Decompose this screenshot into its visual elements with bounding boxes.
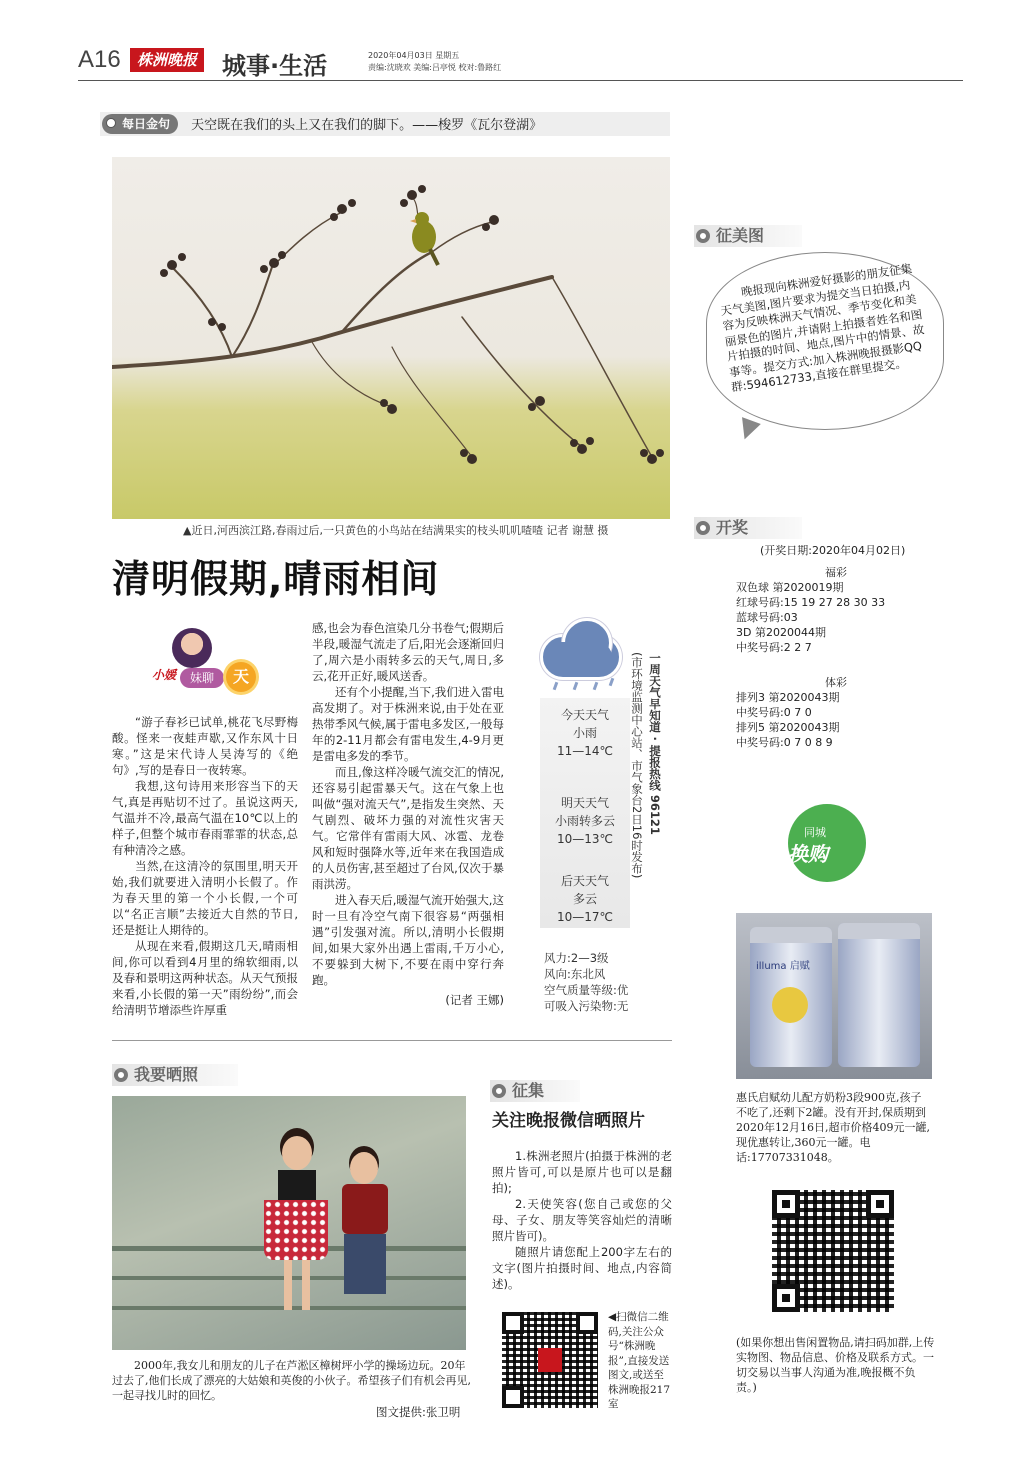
daily-quote-text: 天空既在我们的头上又在我们的脚下。——梭罗《瓦尔登湖》 bbox=[191, 118, 543, 133]
lottery-bar bbox=[694, 517, 802, 539]
paragraph: 当然,在这清冷的氛围里,明天开始,我们就要进入清明小长假了。作为春天里的第一个小长假,一个可以“名正言顺”去接近大自然的节日,还是挺让人期待的。 bbox=[112, 859, 298, 937]
lottery-label: 开奖 bbox=[694, 517, 802, 539]
formula-can-right bbox=[838, 923, 920, 1067]
header-rule bbox=[78, 80, 963, 81]
swap-note: (如果你想出售闲置物品,请扫码加群,上传实物图、物品信息、价格及联系方式。一切交易以当事人沟通为准,晚报概不负责。) bbox=[736, 1336, 935, 1394]
zhengmeitu-bar bbox=[694, 225, 802, 247]
swap-badge-top: 同城 bbox=[804, 826, 826, 839]
article-col-1 bbox=[112, 714, 298, 1018]
swap-qr-code[interactable] bbox=[772, 1190, 894, 1312]
weather-details: 风力:2—3级 风向:东北风 空气质量等级:优 可吸入污染物:无 bbox=[544, 951, 629, 1013]
badge-label: 妹聊 bbox=[180, 668, 224, 688]
swap-badge bbox=[782, 804, 878, 884]
columnist-badge bbox=[150, 628, 262, 698]
badge-lead: 小媛 bbox=[152, 668, 177, 682]
list-item: 2.天使笑容(您自己或您的父母、子女、朋友等笑容灿烂的清晰照片皆可)。 bbox=[492, 1197, 672, 1243]
zhengji-label: 征集 bbox=[490, 1080, 580, 1102]
formula-brand: illuma 启赋 bbox=[756, 961, 810, 972]
zhengmeitu-text: 晚报现向株洲爱好摄影的朋友征集天气美图,图片要求为提交当日拍摄,内容为反映株洲天气情况、季节变化和美丽景色的图片,并请附上拍摄者姓名和图片拍摄的时间、地点,图片中的情景、故事等。提交方式:加入株洲晚报摄影QQ群:594612733,直接在群里提交。 bbox=[719, 261, 926, 395]
girl-figure bbox=[264, 1136, 328, 1316]
daily-quote-tag: 每日金句 bbox=[102, 114, 178, 134]
lottery-date: (开奖日期:2020年04月02日) bbox=[760, 544, 906, 557]
rain-cloud-icon bbox=[532, 612, 632, 692]
article-headline: 清明假期,晴雨相间 bbox=[112, 557, 440, 601]
photo-caption: ▲近日,河西滨江路,春雨过后,一只黄色的小鸟站在结满果实的枝头叽叽喳喳 记者 谢慧 摄 bbox=[183, 524, 609, 537]
article-col-2 bbox=[312, 620, 504, 1008]
lottery-welfare: 福彩 双色球 第2020019期 红球号码:15 19 27 28 30 33 蓝球号码:03 3D 第2020044期 中奖号码:2 2 7 bbox=[736, 566, 886, 654]
section-title: 城事·生活 bbox=[222, 52, 328, 80]
weather-panel bbox=[518, 612, 646, 1032]
avatar bbox=[172, 628, 212, 668]
formula-photo bbox=[736, 913, 932, 1079]
weather-today: 今天天气 小雨 11—14℃ bbox=[556, 708, 613, 758]
badge-sun-icon: 天 bbox=[226, 662, 256, 692]
paragraph: 从现在来看,假期这几天,晴雨相间,你可以看到4月里的绵软细雨,以及春和景明这两种状态。从天气预报来看,小长假的第一天”雨纷纷”,而会给清明节增添些许厚重 bbox=[112, 939, 298, 1017]
section-divider bbox=[112, 1040, 672, 1041]
shaizhao-bar bbox=[112, 1064, 238, 1086]
daily-quote-bar bbox=[100, 112, 670, 136]
swap-badge-main: 换购 bbox=[788, 842, 828, 866]
paragraph: 而且,像这样冷暖气流交汇的情况,还容易引起雷暴天气。这在气象上也叫做“强对流天气”,是指发生突然、天气剧烈、破坏力强的对流性灾害天气。它常伴有雷雨大风、冰雹、龙卷风和短时强降水等,近年来在我国造成的人员伤害,甚至超过了台风,仅次于暴雨洪涝。 bbox=[312, 765, 504, 891]
zhengji-bar bbox=[490, 1080, 580, 1102]
article-author: (记者 王娜) bbox=[445, 993, 504, 1007]
kids-photo-credit: 图文提供:张卫明 bbox=[376, 1405, 461, 1419]
paragraph: 感,也会为春色渲染几分书卷气;假期后半段,暖湿气流走了后,阳光会逐渐回归了,周六是小雨转多云的天气,周日,多云,花开正好,暖风送香。 bbox=[312, 621, 504, 683]
bird-photo bbox=[112, 157, 670, 519]
weather-tomorrow: 明天天气 小雨转多云 10—13℃ bbox=[554, 796, 615, 846]
lottery-sports: 体彩 排列3 第2020043期 中奖号码:0 7 0 排列5 第2020043期 中奖号码:0 7 0 8 9 bbox=[736, 676, 847, 749]
paragraph: 进入春天后,暖湿气流开始强大,这时一旦有冷空气南下很容易“两强相遇”引发强对流。所以,清明小长假期间,如果大家外出遇上雷雨,千万小心,不要躲到大树下,不要在雨中穿行奔跑。 bbox=[312, 893, 504, 987]
issue-date: 2020年04月03日 星期五 bbox=[368, 51, 460, 60]
wechat-qr-code[interactable] bbox=[502, 1312, 598, 1408]
zhengji-items bbox=[492, 1148, 672, 1292]
qr-hint: ◀扫微信二维码,关注公众号“株洲晚报”,直接发送图文,或送至株洲晚报217室 bbox=[608, 1311, 671, 1410]
zhengmeitu-bubble bbox=[706, 252, 950, 432]
brand-logo: 株洲晚报 bbox=[130, 48, 204, 72]
weather-vertical-source: (市环境监测中心站、市气象台2日16时发布) bbox=[630, 652, 644, 879]
kids-photo bbox=[112, 1096, 466, 1350]
kids-photo-caption: 2000年,我女儿和朋友的儿子在芦淞区樟树坪小学的操场边玩。20年过去了,他们长成了漂亮的大姑娘和英俊的小伙子。希望孩子们有机会再见,一起寻找儿时的回忆。 bbox=[112, 1359, 471, 1402]
bird-branch-illustration bbox=[112, 157, 670, 519]
staff-credits: 责编:沈晓欢 美编:吕亭悦 校对:鲁路红 bbox=[368, 63, 502, 72]
zhengmeitu-label: 征美图 bbox=[694, 225, 802, 247]
boy-figure bbox=[338, 1152, 394, 1322]
page-number: A16 bbox=[78, 46, 121, 73]
formula-can-left bbox=[750, 927, 832, 1067]
weather-after-tomorrow: 后天天气 多云 10—17℃ bbox=[556, 874, 613, 924]
list-item: 随照片请您配上200字左右的文字(图片拍摄时间、地点,内容简述)。 bbox=[492, 1245, 672, 1291]
paragraph: 我想,这句诗用来形容当下的天气,真是再贴切不过了。虽说这两天,气温并不冷,最高气温在10℃以上的样子,但整个城市春雨霏霏的状态,总有种清冷之感。 bbox=[112, 779, 298, 857]
weather-vertical-title: 一周天气早知道 · 提报热线 96121 bbox=[648, 652, 662, 835]
paragraph: 还有个小提醒,当下,我们进入雷电高发期了。对于株洲来说,由于处在亚热带季风气候,属于雷电多发区,一般每年的2-11月都会有雷电发生,4-9月更是雷电多发的季节。 bbox=[312, 685, 504, 763]
paragraph: “游子春衫已试单,桃花飞尽野梅酸。怪来一夜蛙声歇,又作东风十日寒。”这是宋代诗人吴涛写的《绝句》,写的是春日一夜转寒。 bbox=[112, 715, 298, 777]
zhengji-title: 关注晚报微信晒照片 bbox=[492, 1111, 645, 1131]
list-item: 1.株洲老照片(拍摄于株洲的老照片皆可,可以是原片也可以是翻拍); bbox=[492, 1149, 672, 1195]
swap-description: 惠氏启赋幼儿配方奶粉3段900克,孩子不吃了,还剩下2罐。没有开封,保质期到2020年12月16日,超市价格409元一罐,现优惠转让,360元一罐。电话:17707331048。 bbox=[736, 1091, 930, 1164]
shaizhao-label: 我要晒照 bbox=[112, 1064, 238, 1086]
